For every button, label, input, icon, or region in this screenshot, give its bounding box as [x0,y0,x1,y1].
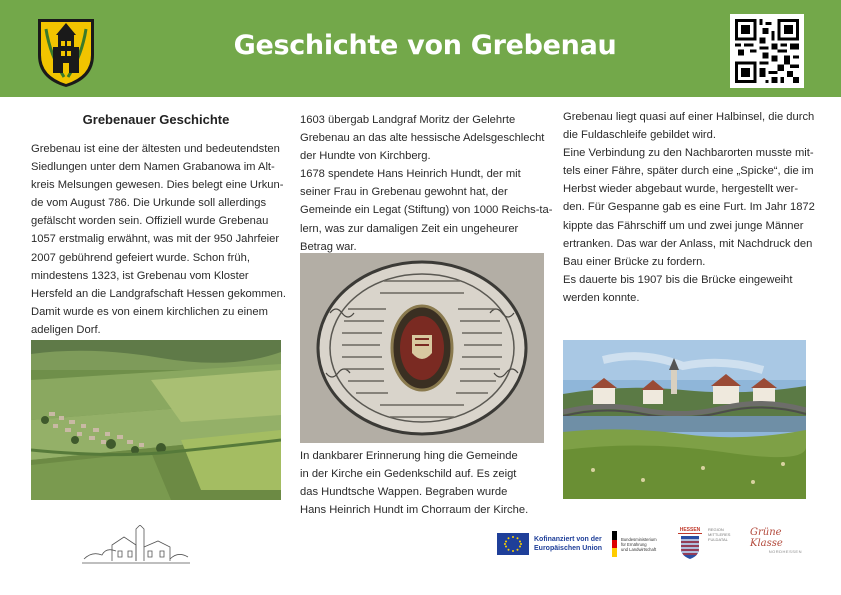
bmel-text-line: Bundesministerium [621,536,657,542]
gruen-nordhessen-logo [750,527,802,561]
fulda-bridge-photo [563,340,806,499]
hessen-logo [678,527,702,561]
text-line: Damit wurde es von einem kirchlichen zu einem [31,305,268,318]
memorial-caption-text [300,447,550,519]
text-line: den. Für Gespanne gab es eine Furt. Im Jahr 1872 [563,201,815,214]
text-line: Bau einer Brücke zu fordern. [563,255,706,268]
text-line: tels einer Fähre, später durch eine „Spicke“, die im [563,165,814,178]
text-line: 1057 erstmalig erwähnt, was mit der 950 Jahrfeier [31,233,280,246]
page-title: Geschichte von Grebenau [233,30,617,61]
aerial-village-photo [31,340,281,500]
text-line: das Hundtsche Wappen. Begraben wurde [300,486,508,499]
region-text-line: FULDATAL [708,537,728,542]
text-line: Hans Heinrich Hundt im Chorraum der Kirche. [300,504,529,517]
bmel-text-line: für Ernährung [621,541,647,547]
history-text-column-2 [300,111,553,256]
text-line: 1678 spendete Hans Heinrich Hundt, der mit [300,168,521,181]
text-line: adeligen Dorf. [31,323,101,336]
hessen-label: HESSEN [679,527,701,533]
region-text-line: MITTLERES [708,532,731,537]
text-line: In dankbarer Erinnerung hing die Gemeinde [300,450,518,462]
hessen-lion-icon [678,534,702,560]
church-sketch-illustration [82,525,190,565]
text-line: werden konnte. [563,291,640,304]
qr-code[interactable] [730,14,804,88]
text-line: Betrag war. [300,240,357,253]
text-line: Grebenau an das alte hessische Adelsgeschlecht [300,132,545,145]
hundt-memorial-shield-photo [300,253,544,443]
section-heading: Grebenauer Geschichte [82,112,230,127]
text-line: Herbst wieder abgebaut wurde, hergestellt wer- [563,183,799,196]
eu-text-line: Kofinanziert von der [534,536,602,543]
german-flag-icon [612,531,617,557]
gruen-script-text: Grüne Klasse [750,527,783,549]
text-line: seiner Frau in Grebenau gewohnt hat, der [300,186,508,199]
text-line: mindestens 1323, ist Grebenau vom Kloster [31,269,249,282]
history-text-column-1 [31,140,286,339]
text-line: die Fuldaschleife gebildet wird. [563,129,716,142]
gruen-sub-text: NORDHESSEN [768,549,802,554]
bmel-text-line: und Landwirtschaft [621,546,657,552]
region-mittleres-fuldatal-logo [708,527,744,561]
history-text-column-3 [563,108,813,307]
text-line: Hersfeld an die Landgrafschaft Hessen gekommen. [31,287,286,300]
text-line: lern, was zur damaligen Zeit ein ungeheurer [300,222,519,235]
header-banner [0,0,841,97]
region-text-line: REGION [708,527,724,532]
text-line: Grebenau ist eine der ältesten und bedeutendsten [31,143,280,155]
text-line: der Hundte von Kirchberg. [300,150,431,163]
text-line: 1603 übergab Landgraf Moritz der Gelehrte [300,114,516,126]
eu-cofunded-logo [497,527,609,561]
text-line: Grebenau liegt quasi auf einer Halbinsel, die durch [563,111,815,123]
text-line: 2007 gebührend gefeiert wurde. Schon früh, [31,251,250,264]
text-line: kreis Melsungen gewesen. Dies belegt eine Urkun- [31,179,284,192]
text-line: ertranken. Das war der Anlass, mit Nachdruck den [563,237,813,250]
text-line: Gemeinde ein Legat (Stiftung) von 1000 Reichs-ta- [300,204,553,217]
text-line: kippte das Fährschiff um und zwei junge Männer [563,219,804,232]
text-line: in der Kirche ein Gedenkschild auf. Es zeigt [300,468,517,481]
grebenau-crest-logo [34,15,98,89]
text-line: gefälscht worden sein. Offiziell wurde Grebenau [31,215,269,228]
eu-flag-icon [497,533,529,555]
text-line: Siedlungen unter dem Namen Grabanowa im Alt- [31,161,275,174]
text-line: Eine Verbindung zu den Nachbarorten musste mit- [563,147,814,160]
text-line: de vom August 786. Die Urkunde soll allerdings [31,197,267,210]
bmel-logo [612,527,674,561]
text-line: Es dauerte bis 1907 bis die Brücke eingeweiht [563,273,793,286]
eu-text-line: Europäischen Union [534,545,603,552]
